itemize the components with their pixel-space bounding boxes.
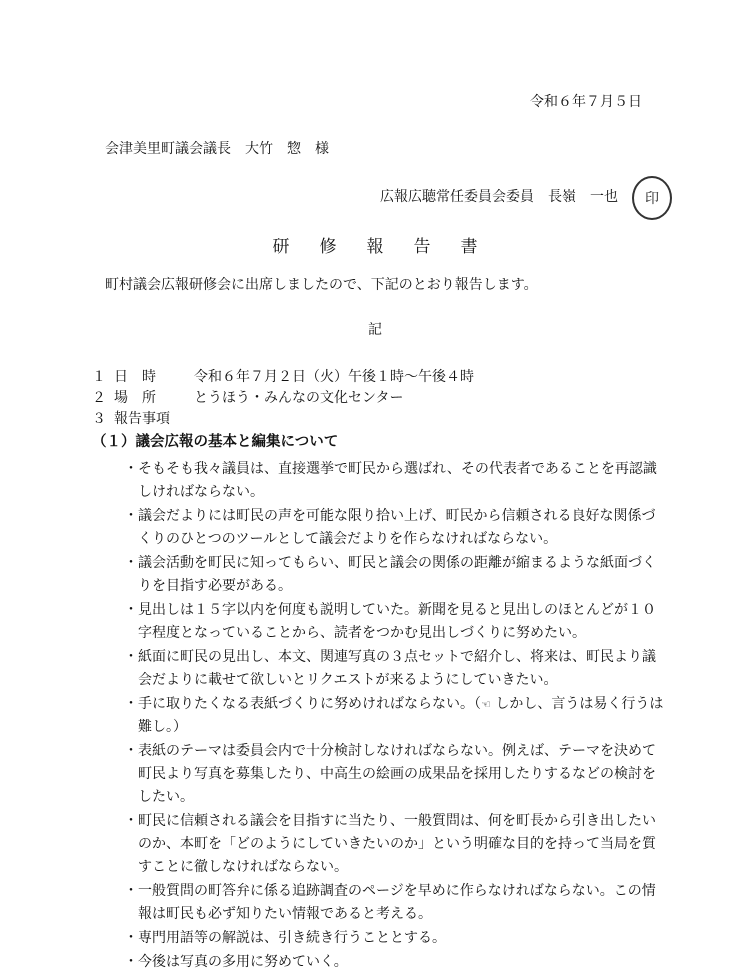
ki-heading: 記	[368, 322, 382, 338]
bullet-mark: ・	[124, 649, 138, 665]
item-label: 報告事項	[114, 411, 170, 427]
list-item	[118, 505, 668, 551]
report-date: 令和６年７月５日	[530, 94, 642, 110]
list-item	[118, 646, 668, 692]
item-value: 令和６年７月２日（火）午後１時〜午後４時	[194, 369, 474, 385]
item-datetime	[92, 368, 474, 389]
item-label: 日 時	[114, 369, 156, 385]
item-list	[92, 368, 474, 431]
bullet-mark: ・	[124, 696, 138, 712]
item-place	[92, 389, 474, 410]
bullet-text: 表紙のテーマは委員会内で十分検討しなければならない。例えば、テーマを決めて町民より写真を募集したり、中高生の絵画の成果品を採用したりするなどの検討をしたい。	[138, 743, 656, 805]
bullet-mark: ・	[124, 508, 138, 524]
bullet-mark: ・	[124, 602, 138, 618]
list-item	[118, 599, 668, 645]
bullet-mark: ・	[124, 555, 138, 571]
bullet-text: そもそも我々議員は、直接選挙で町民から選ばれ、その代表者であることを再認識しければならない。	[138, 461, 657, 500]
list-item	[118, 458, 668, 504]
bullet-text: 町民に信頼される議会を目指すに当たり、一般質問は、何を町長から引き出したいのか、本町を「どのようにしていきたいのか」という明確な目的を持って当局を質すことに徹しなければならない。	[138, 813, 656, 875]
item-report	[92, 410, 474, 431]
bullet-text-tail: しかし、言うは易く行うは難し。）	[138, 696, 664, 735]
bullet-mark: ・	[124, 813, 138, 829]
bullet-mark: ・	[124, 930, 138, 946]
item-number: ３	[92, 411, 106, 427]
list-item	[118, 693, 668, 739]
bullet-text: 手に取りたくなる表紙づくりに努めければならない。（	[138, 696, 481, 712]
item-value: とうほう・みんなの文化センター	[194, 390, 404, 406]
page-title: 研修報告書	[272, 237, 508, 257]
list-item	[118, 810, 668, 879]
bullet-text: 紙面に町民の見出し、本文、関連写真の３点セットで紹介し、将来は、町民より議会だよりに載せて欲しいとリクエストが来るようにしていきたい。	[138, 649, 656, 688]
bullet-mark: ・	[124, 883, 138, 899]
intro-text: 町村議会広報研修会に出席しましたので、下記のとおり報告します。	[105, 277, 538, 293]
list-item	[118, 951, 668, 974]
bullet-text: 今後は写真の多用に努めていく。	[138, 954, 348, 970]
bullet-list	[118, 458, 668, 975]
sender-name: 広報広聴常任委員会委員 長嶺 一也	[380, 189, 618, 205]
list-item	[118, 880, 668, 926]
bullet-mark: ・	[124, 954, 138, 970]
bullet-text: 議会だよりには町民の声を可能な限り拾い上げ、町民から信頼される良好な関係づくりのひとつのツールとして議会だよりを作らなければならない。	[138, 508, 656, 547]
item-number: １	[92, 369, 106, 385]
bullet-text: 見出しは１５字以内を何度も説明していた。新聞を見ると見出しのほとんどが１０字程度となっていることから、読者をつかむ見出しづくりに努めたい。	[138, 602, 656, 641]
bullet-mark: ・	[124, 743, 138, 759]
item-number: ２	[92, 390, 106, 406]
list-item	[118, 552, 668, 598]
bullet-text: 議会活動を町民に知ってもらい、町民と議会の関係の距離が縮まるような紙面づくりを目指す必要がある。	[138, 555, 656, 594]
item-label: 場 所	[114, 390, 156, 406]
addressee: 会津美里町議会議長 大竹 惣 様	[105, 141, 329, 157]
section-heading: （１）議会広報の基本と編集について	[92, 434, 339, 450]
bullet-mark: ・	[124, 461, 138, 477]
list-item	[118, 927, 668, 950]
bullet-text: 専門用語等の解説は、引き続き行うこととする。	[138, 930, 446, 946]
seal-stamp: 印	[632, 176, 672, 220]
pointing-hand-icon: ☜	[481, 698, 491, 711]
list-item	[118, 740, 668, 809]
bullet-text: 一般質問の町答弁に係る追跡調査のページを早めに作らなければならない。この情報は町民も必ず知りたい情報であると考える。	[138, 883, 656, 922]
